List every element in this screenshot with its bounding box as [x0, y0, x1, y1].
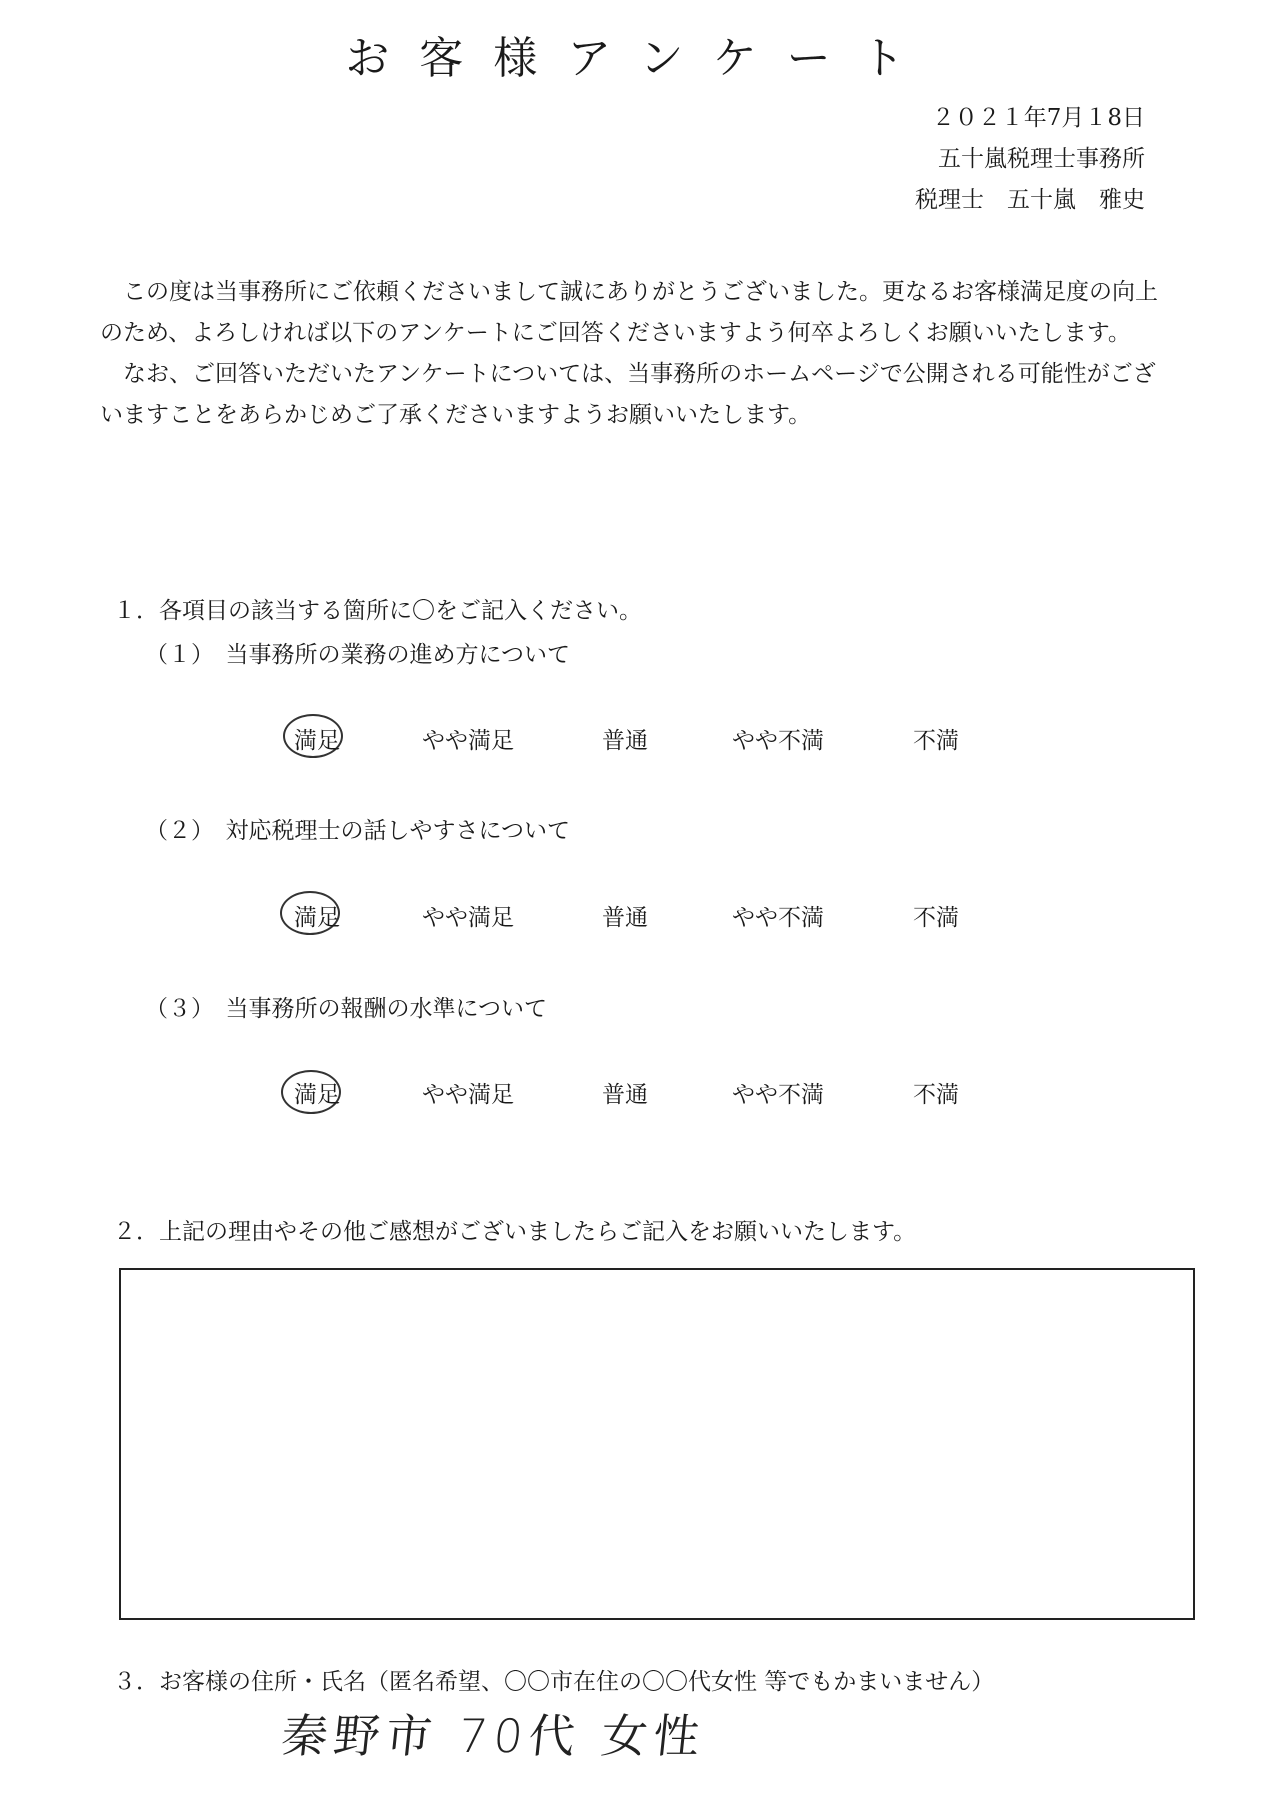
rating-option-dissatisfied[interactable]: 不満	[913, 905, 959, 931]
office-name: 五十嵐税理士事務所	[938, 146, 1145, 172]
question-1-heading: １．各項目の該当する箇所に〇をご記入ください。	[113, 598, 642, 624]
rating-option-neutral[interactable]: 普通	[602, 1082, 648, 1108]
question-3-heading: ３．お客様の住所・氏名（匿名希望、〇〇市在住の〇〇代女性 等でもかまいません）	[113, 1669, 995, 1695]
rating-option-somewhat-satisfied[interactable]: やや満足	[422, 905, 514, 931]
handwritten-answer: 秦野市 70代 女性	[278, 1709, 709, 1763]
rating-option-somewhat-satisfied[interactable]: やや満足	[422, 728, 514, 754]
intro-text	[100, 272, 1160, 436]
header-info	[915, 98, 1145, 221]
rating-option-somewhat-dissatisfied[interactable]: やや不満	[732, 905, 824, 931]
rating-option-neutral[interactable]: 普通	[602, 905, 648, 931]
rating-option-satisfied[interactable]: 満足	[294, 1082, 340, 1108]
rating-option-satisfied[interactable]: 満足	[294, 905, 340, 931]
rating-row-2	[0, 895, 1280, 935]
document-date: ２０２１年7月１8日	[931, 105, 1145, 131]
rating-row-3	[0, 1072, 1280, 1112]
intro-paragraph: この度は当事務所にご依頼くださいまして誠にありがとうございました。更なるお客様満足度の向上のため、よろしければ以下のアンケートにご回答くださいますよう何卒よろしくお願いいたします。	[100, 279, 1158, 346]
question-1-item-2-label: （２） 対応税理士の話しやすさについて	[145, 818, 571, 844]
rating-option-dissatisfied[interactable]: 不満	[913, 1082, 959, 1108]
rating-option-dissatisfied[interactable]: 不満	[913, 728, 959, 754]
rating-option-somewhat-dissatisfied[interactable]: やや不満	[732, 1082, 824, 1108]
question-1-item-1-label: （１） 当事務所の業務の進め方について	[145, 642, 571, 668]
intro-paragraph: なお、ご回答いただいたアンケートについては、当事務所のホームページで公開される可能性がございますことをあらかじめご了承くださいますようお願いいたします。	[100, 361, 1156, 428]
question-1-item-3-label: （３） 当事務所の報酬の水準について	[145, 996, 548, 1022]
rating-option-satisfied[interactable]: 満足	[294, 728, 340, 754]
page-title: お客様アンケート	[345, 33, 935, 84]
rating-row-1	[0, 718, 1280, 758]
accountant-name: 税理士 五十嵐 雅史	[915, 187, 1145, 213]
rating-option-somewhat-dissatisfied[interactable]: やや不満	[732, 728, 824, 754]
rating-option-neutral[interactable]: 普通	[602, 728, 648, 754]
comment-box[interactable]	[119, 1268, 1195, 1620]
rating-option-somewhat-satisfied[interactable]: やや満足	[422, 1082, 514, 1108]
question-2-heading: ２．上記の理由やその他ご感想がございましたらご記入をお願いいたします。	[113, 1219, 917, 1245]
